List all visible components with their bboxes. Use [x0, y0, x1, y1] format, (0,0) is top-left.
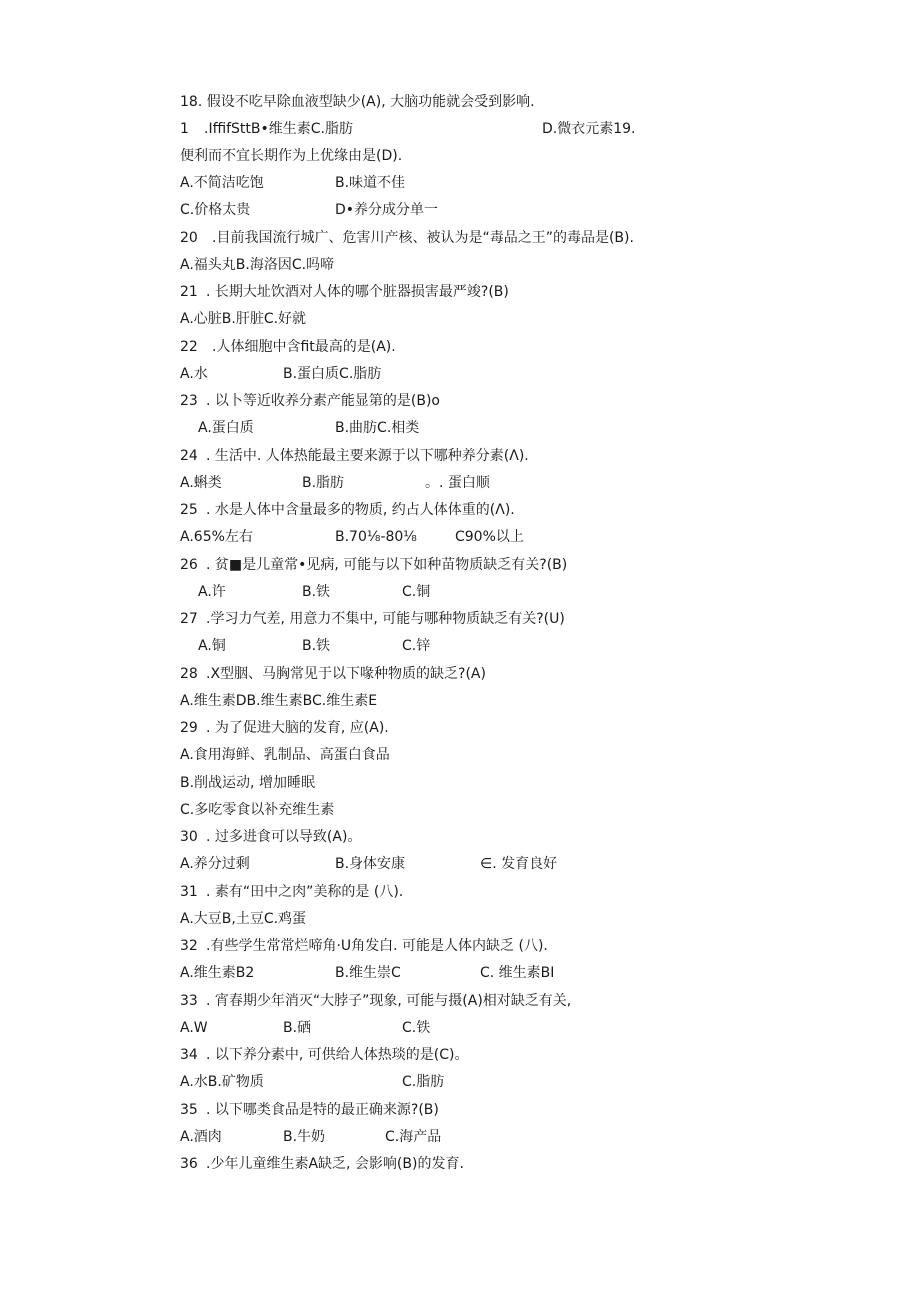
question-line	[180, 252, 780, 279]
question-line	[180, 197, 780, 224]
line-text: C.锌	[402, 638, 431, 654]
line-text: 。. 蛋白顺	[425, 475, 490, 491]
line-text: .少年儿童维生素A缺乏, 会影响(B)的发育.	[206, 1156, 464, 1172]
question-line	[180, 879, 780, 906]
question-line	[180, 579, 780, 606]
line-text: B.削战运动, 增加睡眠	[180, 775, 315, 791]
line-text: B.牛奶	[283, 1129, 326, 1145]
line-text: 21	[180, 284, 198, 300]
line-text: . 以下养分素中, 可供给人体热琰的是(C)。	[206, 1047, 469, 1063]
question-line	[180, 606, 780, 633]
line-text: 24	[180, 448, 198, 464]
line-text: 35	[180, 1102, 198, 1118]
line-text: B.铁	[302, 638, 331, 654]
line-text: A.维生素DB.维生素BC.维生素E	[180, 693, 378, 709]
line-text: . 贫■是儿童常•见病, 可能与以下如种苗物质缺乏有关?(B)	[206, 557, 568, 573]
question-line	[180, 1015, 780, 1042]
question-line	[180, 388, 780, 415]
line-text: B.味道不佳	[335, 175, 406, 191]
line-text: A.大豆B,土豆C.鸡蛋	[180, 911, 307, 927]
question-line	[180, 89, 780, 116]
line-text: . 素有“田中之肉”美称的是 (八).	[206, 884, 404, 900]
line-text: 30	[180, 829, 198, 845]
question-line	[180, 306, 780, 333]
question-line	[180, 225, 780, 252]
question-line	[180, 1097, 780, 1124]
line-text: 31	[180, 884, 198, 900]
question-line	[180, 1151, 780, 1178]
line-text: 33	[180, 993, 198, 1009]
line-text: 36	[180, 1156, 198, 1172]
line-text: A.养分过剩	[180, 856, 250, 872]
question-line	[180, 960, 780, 987]
line-text: C.多吃零食以补充维生素	[180, 802, 335, 818]
question-line	[180, 742, 780, 769]
line-text: C. 维生素BI	[480, 965, 555, 981]
line-text: C.脂肪	[402, 1074, 445, 1090]
line-text: . 过多进食可以导致(A)。	[206, 829, 362, 845]
question-line	[180, 116, 780, 143]
line-text: 27	[180, 611, 198, 627]
line-text: A.心脏B.肝脏C.好就	[180, 311, 307, 327]
line-text: .目前我国流行城广、危害川产核、被认为是“毒品之王”的毒品是(B).	[212, 230, 634, 246]
question-line	[180, 524, 780, 551]
line-text: C.海产品	[385, 1129, 442, 1145]
line-text: 23	[180, 393, 198, 409]
line-text: B.铁	[302, 584, 331, 600]
question-line	[180, 170, 780, 197]
question-line	[180, 661, 780, 688]
line-text: . 为了促进大脑的发育, 应(A).	[206, 720, 389, 736]
question-line	[180, 633, 780, 660]
line-text: D.微衣元素19.	[542, 121, 636, 137]
line-text: 34	[180, 1047, 198, 1063]
line-text: 便利而不宜长期作为上优缘由是(D).	[180, 148, 403, 164]
line-text: A.许	[198, 584, 226, 600]
line-text: 26	[180, 557, 198, 573]
question-line	[180, 1042, 780, 1069]
question-line	[180, 334, 780, 361]
question-line	[180, 688, 780, 715]
question-line	[180, 770, 780, 797]
question-line	[180, 415, 780, 442]
line-text: C.铁	[402, 1020, 431, 1036]
line-text: C.价格太贵	[180, 202, 251, 218]
question-line	[180, 143, 780, 170]
line-text: C90%以上	[455, 529, 524, 545]
question-line	[180, 443, 780, 470]
line-text: 18. 假设不吃早除血液型缺少(A), 大脑功能就会受到影响.	[180, 94, 535, 110]
line-text: . 长期大址饮酒对人体的哪个脏器损害最严竣?(B)	[206, 284, 509, 300]
line-text: A.蝌类	[180, 475, 222, 491]
line-text: B.维生崇C	[335, 965, 401, 981]
line-text: . 宵春期少年消灭“大脖子”现象, 可能与摄(A)相对缺乏有关,	[206, 993, 572, 1009]
line-text: A.福头丸B.海洛因C.吗啼	[180, 257, 335, 273]
line-text: A.铜	[198, 638, 226, 654]
question-line	[180, 470, 780, 497]
line-text: A.65%左右	[180, 529, 253, 545]
line-text: 25	[180, 502, 198, 518]
line-text: 22	[180, 339, 198, 355]
question-line	[180, 552, 780, 579]
question-line	[180, 933, 780, 960]
line-text: .人体细胞中含fit最高的是(A).	[212, 339, 396, 355]
question-line	[180, 1124, 780, 1151]
line-text: B.硒	[283, 1020, 312, 1036]
line-text: 1	[180, 121, 189, 137]
line-text: . 以下哪类食品是特的最正确来源?(B)	[206, 1102, 439, 1118]
line-text: ∈. 发育良好	[480, 856, 558, 872]
line-text: A.蛋白质	[198, 420, 254, 436]
line-text: 32	[180, 938, 198, 954]
line-text: 29	[180, 720, 198, 736]
question-line	[180, 906, 780, 933]
question-line	[180, 797, 780, 824]
line-text: .有些学生常常烂啼角·U角发白. 可能是人体内缺乏 (八).	[206, 938, 548, 954]
line-text: 20	[180, 230, 198, 246]
line-text: A.酒肉	[180, 1129, 222, 1145]
line-text: A.水B.矿物质	[180, 1074, 264, 1090]
line-text: .学习力气差, 用意力不集中, 可能与哪种物质缺乏有关?(U)	[206, 611, 565, 627]
line-text: B.曲肪C.相类	[335, 420, 420, 436]
line-text: A.食用海鲜、乳制品、高蛋白食品	[180, 747, 390, 763]
line-text: C.铜	[402, 584, 431, 600]
line-text: . 水是人体中含量最多的物质, 约占人体体重的(Λ).	[206, 502, 515, 518]
line-text: B.脂肪	[302, 475, 345, 491]
question-line	[180, 279, 780, 306]
line-text: .X型胭、马胸常见于以下喙种物质的缺乏?(A)	[206, 666, 486, 682]
line-text: A.不简洁吃饱	[180, 175, 264, 191]
question-line	[180, 361, 780, 388]
line-text: 28	[180, 666, 198, 682]
line-text: . 生活中. 人体热能最主要来源于以下哪种养分素(Λ).	[206, 448, 529, 464]
line-text: A.维生素B2	[180, 965, 255, 981]
line-text: A.W	[180, 1020, 208, 1036]
line-text: B.蛋白质C.脂肪	[283, 366, 382, 382]
line-text: . 以卜等近收养分素产能显第的是(B)o	[206, 393, 440, 409]
line-text: A.水	[180, 366, 208, 382]
line-text: B.70⅛-80⅛	[335, 529, 417, 545]
line-text: D•养分成分单一	[335, 202, 439, 218]
question-line	[180, 824, 780, 851]
question-line	[180, 715, 780, 742]
question-line	[180, 497, 780, 524]
line-text: .IffifSttB•维生素C.脂肪	[204, 121, 353, 137]
question-line	[180, 1069, 780, 1096]
question-line	[180, 851, 780, 878]
question-line	[180, 988, 780, 1015]
line-text: B.身体安康	[335, 856, 406, 872]
